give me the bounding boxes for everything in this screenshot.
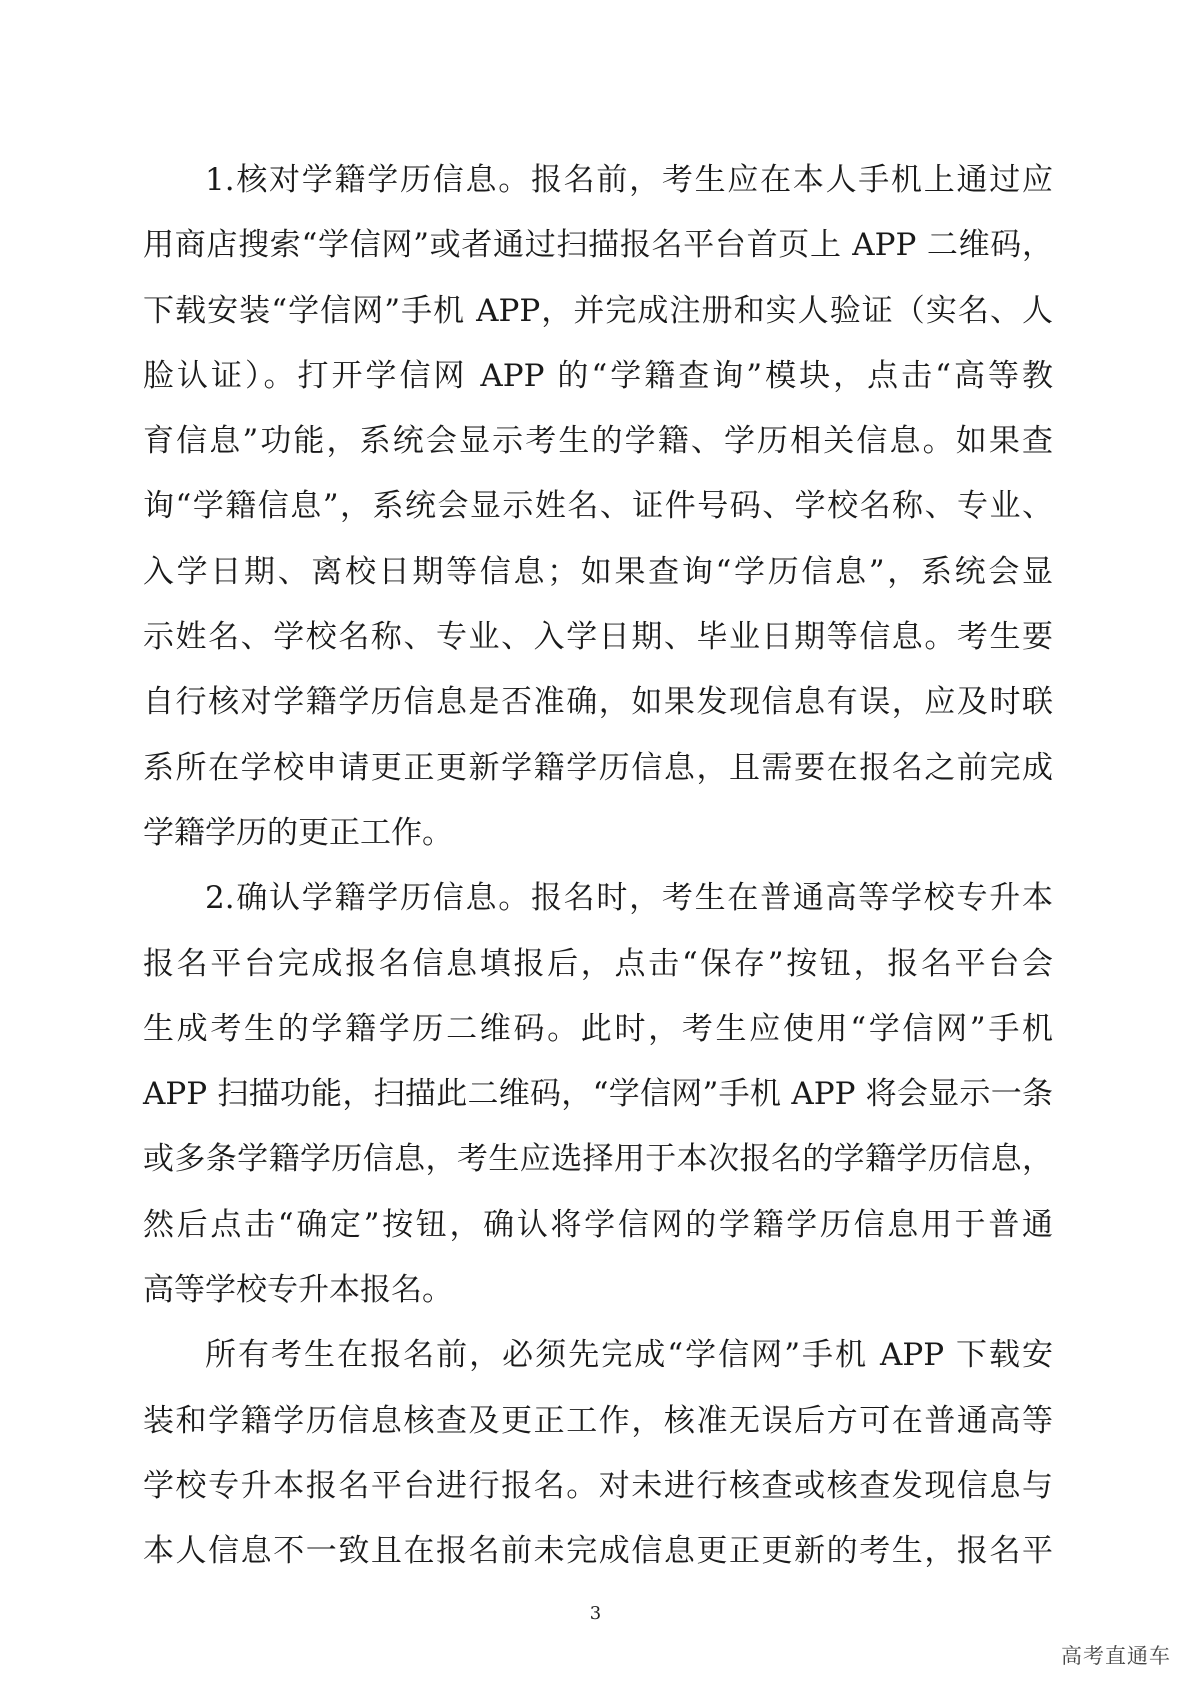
body-text <box>143 148 1053 1585</box>
paragraph-2-line-4: APP 扫描功能，扫描此二维码，“学信网”手机 APP 将会显示一条 <box>143 1076 1053 1113</box>
paragraph-1-line-3: 下载安装“学信网”手机 APP，并完成注册和实人验证（实名、人 <box>143 292 1053 329</box>
paragraph-1-line-4: 脸认证）。打开学信网 APP 的“学籍查询”模块，点击“高等教 <box>143 357 1053 394</box>
paragraph-2-line-2: 报名平台完成报名信息填报后，点击“保存”按钮，报名平台会 <box>143 945 1053 982</box>
paragraph-1-line-8: 示姓名、学校名称、专业、入学日期、毕业日期等信息。考生要 <box>143 619 1053 656</box>
paragraph-2-line-7: 高等学校专升本报名。 <box>143 1272 453 1309</box>
paragraph-2-line-6: 然后点击“确定”按钮，确认将学信网的学籍学历信息用于普通 <box>143 1206 1053 1243</box>
watermark-text: 高考直通车 <box>1061 1644 1171 1668</box>
paragraph-1-line-1: 1.核对学籍学历信息。报名前，考生应在本人手机上通过应 <box>205 162 1053 198</box>
paragraph-2-line-5: 或多条学籍学历信息，考生应选择用于本次报名的学籍学历信息， <box>143 1141 1053 1178</box>
paragraph-3-line-4: 本人信息不一致且在报名前未完成信息更正更新的考生，报名平 <box>143 1533 1053 1570</box>
paragraph-1-line-9: 自行核对学籍学历信息是否准确，如果发现信息有误，应及时联 <box>143 684 1053 721</box>
paragraph-1-line-6: 询“学籍信息”，系统会显示姓名、证件号码、学校名称、专业、 <box>143 488 1053 525</box>
paragraph-2-line-3: 生成考生的学籍学历二维码。此时，考生应使用“学信网”手机 <box>143 1010 1053 1047</box>
paragraph-3-line-3: 学校专升本报名平台进行报名。对未进行核查或核查发现信息与 <box>143 1467 1053 1504</box>
paragraph-1-line-10: 系所在学校申请更正更新学籍学历信息，且需要在报名之前完成 <box>143 749 1053 786</box>
page-number: 3 <box>589 1603 602 1624</box>
paragraph-2-line-1: 2.确认学籍学历信息。报名时，考生在普通高等学校专升本 <box>205 880 1053 917</box>
paragraph-3-line-2: 装和学籍学历信息核查及更正工作，核准无误后方可在普通高等 <box>143 1402 1053 1439</box>
paragraph-1-line-11: 学籍学历的更正工作。 <box>143 814 453 851</box>
paragraph-1-line-5: 育信息”功能，系统会显示考生的学籍、学历相关信息。如果查 <box>143 423 1053 460</box>
paragraph-1-line-7: 入学日期、离校日期等信息；如果查询“学历信息”，系统会显 <box>143 553 1053 590</box>
paragraph-1-line-2: 用商店搜索“学信网”或者通过扫描报名平台首页上 APP 二维码， <box>143 227 1053 264</box>
paragraph-3-line-1: 所有考生在报名前，必须先完成“学信网”手机 APP 下载安 <box>205 1337 1053 1374</box>
